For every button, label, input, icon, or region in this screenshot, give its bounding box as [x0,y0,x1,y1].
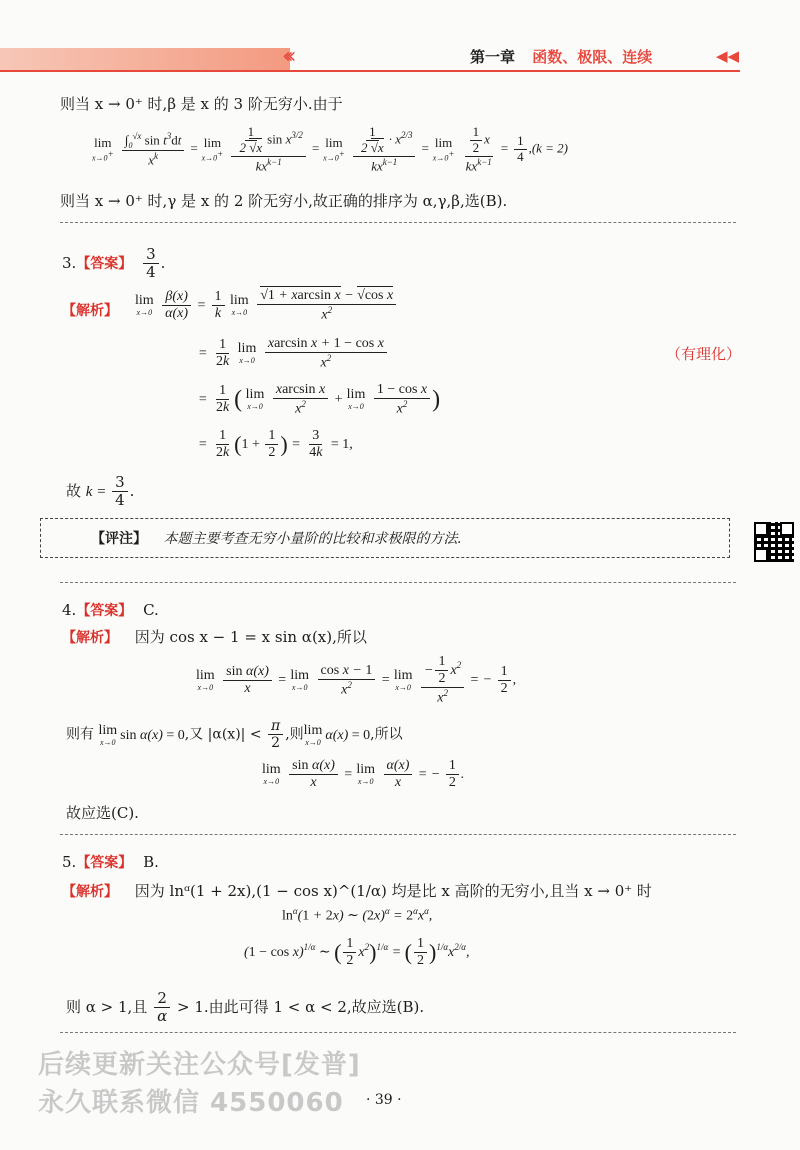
header-band [0,44,800,72]
q3-step4: = $\frac{1}{2k}$ (1 + $\frac{1}{2}$ ) = $\frac{3}{4k}$ = 1, [198,428,353,461]
q4-answer-tag: 【答案】 [76,603,133,619]
q3-step1: lim x→0 $\frac{\beta(x)}{\alpha(x)}$ = $\frac{1}{k}$ lim x→0 $\frac{\text{√1 + xarcsin x − √cos x}}{x^2}$ [135,288,398,324]
q4-eq1: lim x→0 $\frac{\text{sin α(x)}}{x}$ = lim x→0 $\frac{\text{cos x − 1}}{x^2}$ = lim x→0 − $\frac{1}{2}$ $x^2$ $x^2$ = − $\frac{1}{2}$ , [196,654,517,706]
q5-intro: 因为 lnᵅ(1 + 2x),(1 − cos x)^(1/α) 均是比 x 高阶的无穷小,且当 x → 0⁺ 时 [134,882,652,900]
comment-text: 本题主要考查无穷小量阶的比较和求极限的方法. [163,531,462,547]
page-number: · 39 · [366,1092,402,1108]
q5-number: 5. [62,853,77,871]
top-conclusion-text: 则当 x → 0⁺ 时,γ 是 x 的 2 阶无穷小,故正确的排序为 α,γ,β,选(B). [60,192,508,210]
divider [60,582,736,583]
header-rule [0,70,740,72]
q3-analysis-tag: 【解析】 [62,303,118,319]
divider [60,834,736,835]
watermark-line-1: 后续更新关注公众号[发普] [38,1050,361,1080]
q5-analysis-row [62,880,652,901]
watermark-line-2: 永久联系微信 4550060 [38,1088,344,1118]
q4-intro: 因为 cos x − 1 = x sin α(x),所以 [134,628,367,646]
triangle-left-icon: ◀◀ [716,47,740,65]
q3-step2: = $\frac{1}{2k}$ lim x→0 $\frac{\text{xarcsin x + 1 − cos x}}{x^2}$ [198,336,389,372]
q5-analysis-tag: 【解析】 [62,884,118,900]
q4-number: 4. [62,601,77,619]
q4-analysis-tag: 【解析】 [62,630,118,646]
divider [60,1032,736,1033]
q5-answer-row [62,852,159,872]
q3-conclusion: 故 k = $\frac{3}{4}$ . [66,473,135,510]
q5-answer-tag: 【答案】 [76,855,133,871]
q4-answer-row [62,600,159,620]
comment-box [40,518,730,558]
q3-answer-row: 3.【答案】 $\frac{3}{4}$ . [62,245,166,282]
q3-rationalize-note: （有理化） [666,345,742,363]
chapter-topics: 函数、极限、连续 [532,48,653,66]
q5-eq2: $(1 - \cos x)^{1/\alpha}$ ∼ ( $\frac{1}{2}$ $x^2)^{1/\alpha}$ = ( $\frac{1}{2}$ )$^{1/\alpha}x^{2/\alpha}$, [244,936,470,969]
chevron-left-icon: ‹‹‹ [282,44,291,69]
q4-middle-row: 则有 lim x→0 sin α(x) = 0,又 |α(x)| < $\frac{\pi}{2}$ ,则lim x→0 α(x) = 0,所以 [66,718,403,752]
header-gradient-bar [0,48,290,70]
q3-answer-tag: 【答案】 [76,255,133,272]
q4-answer-value: C. [143,601,159,619]
q4-conclusion: 故应选(C). [66,804,139,822]
top-limit-equation: lim x→0+ $\frac{\int_0^{√x} \sin t^3dt}{x^k}$ = lim x→0+ $\frac{1}{2 √x}$ $\sin x^{3/2}$ $kx^{k-1}$ = lim x→0+ $\frac{1}{2 √x}$ · $x^{2/3}$ $kx^{k-1}$ = lim x→0+ $\frac{1}{2}$ x $kx^{k-1}$ = $\frac{1}{4}$ ,(k = 2) [92,124,569,174]
divider [60,222,736,223]
k-value: (k = 2) [531,140,569,156]
qr-code-icon[interactable] [754,522,794,562]
comment-tag: 【评注】 [91,531,147,547]
q5-answer-value: B. [143,853,159,871]
q3-number: 3. [62,253,77,272]
q3-answer-value: $\frac{3}{4}$ [143,246,159,282]
chapter-label: 第一章 [470,48,516,66]
top-intro-text: 则当 x → 0⁺ 时,β 是 x 的 3 阶无穷小.由于 [60,95,343,113]
q3-step3: = $\frac{1}{2k}$ ( lim x→0 $\frac{\text{xarcsin x}}{x^2}$ + lim x→0 $\frac{\text{1 − cos x}}{x^2}$ ) [198,382,441,417]
q5-eq1: $\ln^\alpha(1 + 2x)$ ∼ $(2x)^\alpha = 2^\alpha x^\alpha$, [282,906,433,924]
q5-conclusion: 则 α > 1,且 $\frac{2}{\alpha}$ > 1.由此可得 1 < α < 2,故应选(B). [66,989,425,1026]
q4-eq2: lim x→0 $\frac{\text{sin α(x)}}{x}$ = lim x→0 $\frac{\alpha(x)}{x}$ = − $\frac{1}{2}$ . [262,758,465,791]
q4-analysis-row [62,626,367,647]
